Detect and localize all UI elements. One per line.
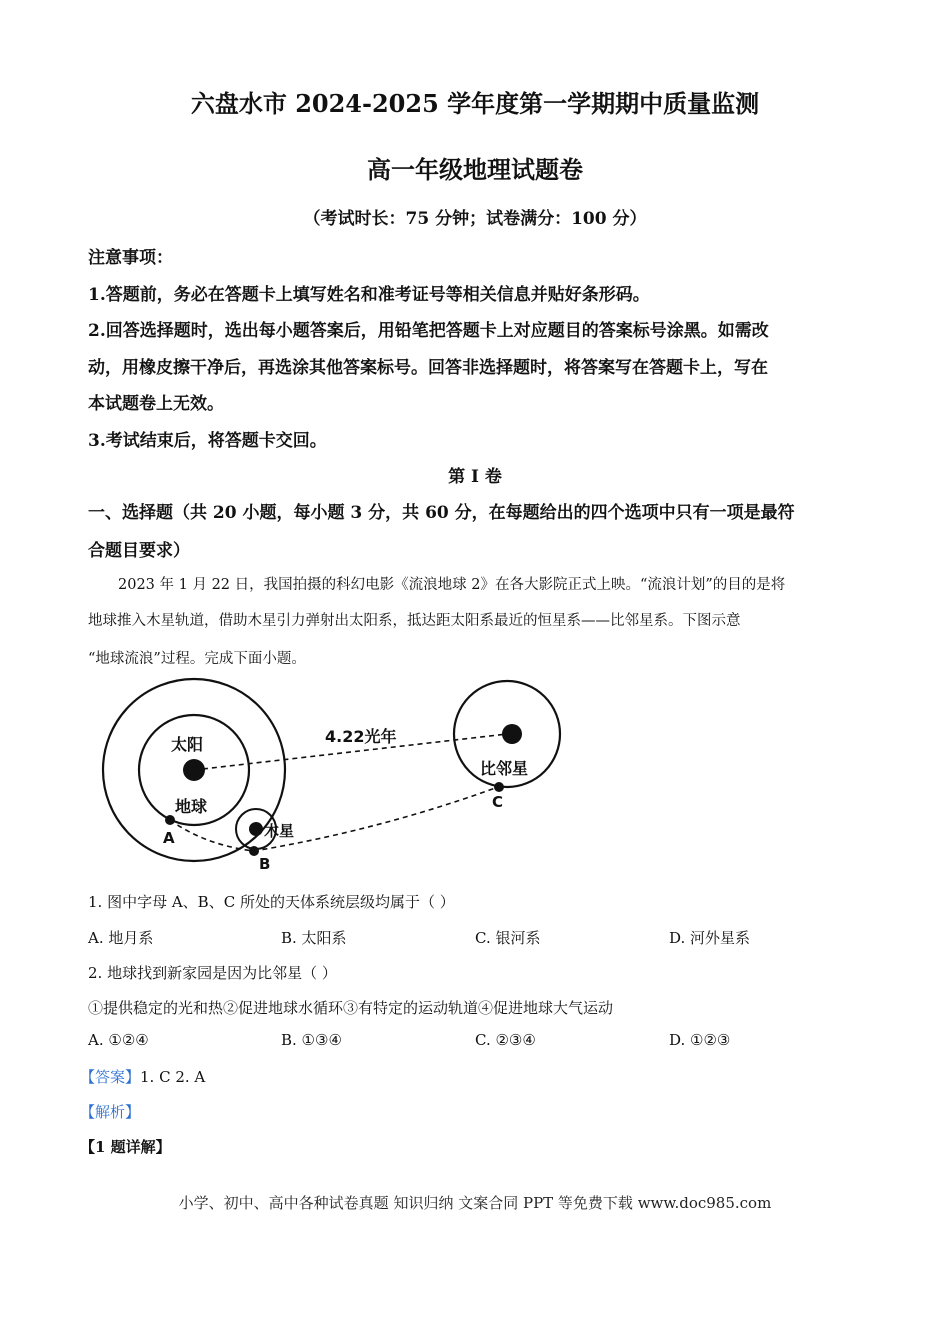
q2-stem: 2. 地球找到新家园是因为比邻星（ ） <box>88 964 337 982</box>
notice-item-2-line-3: 本试题卷上无效。 <box>88 394 224 414</box>
point-c-dot <box>494 782 504 792</box>
sun-label: 太阳 <box>171 735 204 754</box>
point-b-label: B <box>259 855 271 873</box>
proxima-dot <box>502 724 522 744</box>
exam-info: （考试时长：75 分钟；试卷满分：100 分） <box>303 209 647 229</box>
volume-label: 第 I 卷 <box>448 467 502 487</box>
jupiter-label: 木星 <box>264 822 295 840</box>
distance-label: 4.22光年 <box>325 727 397 746</box>
detail-label: 【1 题详解】 <box>80 1138 171 1156</box>
notice-heading: 注意事项： <box>88 248 173 268</box>
q2-option-d: D. ①②③ <box>669 1031 731 1049</box>
passage-line-2: 地球推入木星轨道，借助木星引力弹射出太阳系，抵达距太阳系最近的恒星系——比邻星系。下图示意 <box>88 613 741 629</box>
page-footer: 小学、初中、高中各种试卷真题 知识归纳 文案合同 PPT 等免费下载 www.doc985.com <box>178 1194 772 1212</box>
notice-item-3: 3.考试结束后，将答题卡交回。 <box>88 431 327 451</box>
jupiter-dot <box>249 822 263 836</box>
point-a-label: A <box>163 829 175 847</box>
q2-option-b: B. ①③④ <box>281 1031 342 1049</box>
orbit-diagram <box>0 670 950 880</box>
q1-option-d: D. 河外星系 <box>669 929 751 947</box>
earth-label: 地球 <box>175 797 208 816</box>
point-b-dot <box>249 846 259 856</box>
point-a-dot <box>165 815 175 825</box>
notice-item-1: 1.答题前，务必在答题卡上填写姓名和准考证号等相关信息并贴好条形码。 <box>88 285 650 305</box>
proxima-label: 比邻星 <box>480 759 529 778</box>
q2-option-a: A. ①②④ <box>88 1031 149 1049</box>
q2-statements: ①提供稳定的光和热②促进地球水循环③有特定的运动轨道④促进地球大气运动 <box>88 999 614 1017</box>
answer-text: 1. C 2. A <box>140 1068 206 1086</box>
analysis-label: 【解析】 <box>80 1103 141 1121</box>
notice-item-2-line-2: 动，用橡皮擦干净后，再选涂其他答案标号。回答非选择题时，将答案写在答题卡上，写在 <box>88 358 768 378</box>
q1-stem: 1. 图中字母 A、B、C 所处的天体系统层级均属于（ ） <box>88 893 455 911</box>
section-heading-line-1: 一、选择题（共 20 小题，每小题 3 分，共 60 分，在每题给出的四个选项中只有一项是最符 <box>88 503 795 523</box>
answer-line <box>80 1066 205 1087</box>
q1-option-b: B. 太阳系 <box>281 929 347 947</box>
passage-line-1: 2023 年 1 月 22 日，我国拍摄的科幻电影《流浪地球 2》在各大影院正式上映。“流浪计划”的目的是将 <box>118 577 786 593</box>
q1-option-a: A. 地月系 <box>88 929 154 947</box>
sun-dot <box>183 759 205 781</box>
exam-subtitle: 高一年级地理试题卷 <box>367 155 583 184</box>
exam-title: 六盘水市 2024-2025 学年度第一学期期中质量监测 <box>190 89 760 118</box>
answer-label: 【答案】 <box>80 1068 141 1086</box>
passage-line-3: “地球流浪”过程。完成下面小题。 <box>88 651 306 667</box>
section-heading-line-2: 合题目要求） <box>88 541 190 561</box>
point-c-label: C <box>492 793 504 811</box>
q2-option-c: C. ②③④ <box>475 1031 536 1049</box>
q1-option-c: C. 银河系 <box>475 929 541 947</box>
notice-item-2-line-1: 2.回答选择题时，选出每小题答案后，用铅笔把答题卡上对应题目的答案标号涂黑。如需改 <box>88 321 769 341</box>
